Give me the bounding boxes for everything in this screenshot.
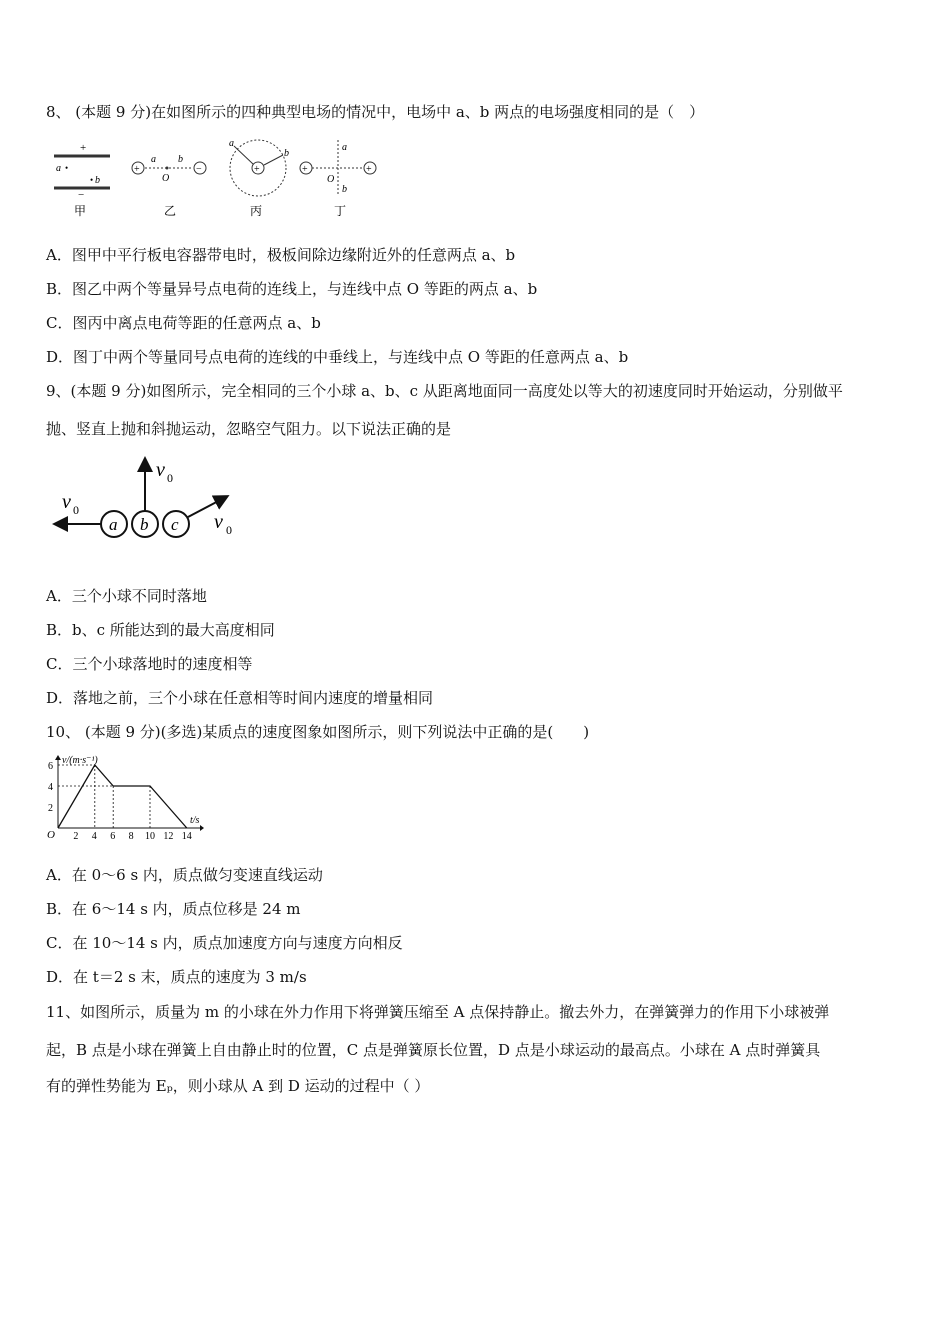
svg-text:−: − (78, 189, 85, 201)
q11-stem-line3: 有的弹性势能为 Eₚ，则小球从 A 到 D 运动的过程中（ ） (46, 1077, 430, 1095)
x-axis-label: t/s (190, 815, 200, 826)
y-axis-label: v/(m·s⁻¹) (62, 755, 98, 766)
q9-option-b: B．b、c 所能达到的最大高度相同 (46, 621, 275, 639)
q10-option-b: B．在 6～14 s 内，质点位移是 24 m (46, 900, 301, 918)
x-tick-label: 10 (145, 831, 155, 842)
x-tick-label: 2 (73, 831, 79, 842)
q9-stem-line2: 抛、竖直上抛和斜抛运动，忽略空气阻力。以下说法正确的是 (46, 420, 452, 438)
q8-option-c: C．图丙中离点电荷等距的任意两点 a、b (46, 314, 321, 332)
figure-ding (300, 140, 376, 218)
v0-left-sub: 0 (73, 503, 79, 517)
y-tick-label: 4 (48, 782, 53, 793)
svg-text:•: • (65, 163, 69, 173)
velocity-series-line (58, 765, 187, 828)
q10-vt-chart (44, 754, 214, 842)
svg-text:+: + (366, 164, 372, 175)
q9-stem-line1: 9、(本题 9 分)如图所示，完全相同的三个小球 a、b、c 从距离地面同一高度处以等大的初速度同时开始运动，分别做平 (46, 382, 843, 400)
x-tick-label: 14 (181, 831, 192, 842)
q11-stem-line1: 11、如图所示，质量为 m 的小球在外力作用下将弹簧压缩至 A 点保持静止。撤去外力，在弹簧弹力的作用下小球被弹 (46, 1003, 830, 1021)
q8-option-d: D．图丁中两个等量同号点电荷的连线的中垂线上，与连线中点 O 等距的任意两点 a、b (46, 348, 629, 366)
q9-figure (46, 452, 246, 552)
svg-text:+: + (80, 142, 87, 154)
svg-text:+: + (254, 164, 260, 175)
v0-up-sub: 0 (167, 471, 173, 485)
svg-text:a: a (342, 142, 347, 153)
svg-text:a: a (56, 163, 61, 174)
svg-text:a: a (151, 154, 156, 165)
q10-stem: 10、 (本题 9 分)(多选)某质点的速度图象如图所示，则下列说法中正确的是( ) (46, 723, 590, 741)
x-tick-label: 12 (163, 831, 174, 842)
q10-option-a: A．在 0～6 s 内，质点做匀变速直线运动 (46, 866, 323, 884)
q9-option-c: C．三个小球落地时的速度相等 (46, 655, 253, 673)
q11-stem-line2: 起，B 点是小球在弹簧上自由静止时的位置，C 点是弹簧原长位置，D 点是小球运动的最高点。小球在 A 点时弹簧具 (46, 1041, 821, 1059)
svg-text:O: O (327, 174, 335, 185)
y-tick-label: 2 (48, 803, 53, 814)
ball-c-label: c (171, 515, 179, 534)
svg-text:b: b (284, 148, 289, 159)
y-tick-label: 6 (48, 761, 53, 772)
q10-option-c: C．在 10～14 s 内，质点加速度方向与速度方向相反 (46, 934, 403, 952)
q8-option-a: A．图甲中平行板电容器带电时，极板间除边缘附近外的任意两点 a、b (46, 246, 516, 264)
ball-b-label: b (140, 515, 149, 534)
v0-right: v (214, 511, 223, 533)
v0-up: v (156, 459, 165, 481)
svg-text:b: b (178, 154, 183, 165)
x-tick-label: 8 (128, 831, 134, 842)
q9-option-a: A．三个小球不同时落地 (46, 587, 207, 605)
figure-bing (229, 138, 289, 218)
figure-jia (54, 142, 110, 218)
q8-option-b: B．图乙中两个等量异号点电荷的连线上，与连线中点 O 等距的两点 a、b (46, 280, 538, 298)
figure-label-ding: 丁 (334, 204, 347, 218)
v0-left: v (62, 491, 71, 513)
svg-text:+: + (134, 164, 140, 175)
svg-text:a: a (229, 138, 234, 149)
svg-text:O: O (162, 173, 170, 184)
figure-label-jia: 甲 (74, 204, 87, 218)
svg-text:•: • (90, 175, 94, 185)
svg-text:−: − (196, 164, 202, 175)
svg-text:b: b (342, 184, 347, 195)
q10-option-d: D．在 t＝2 s 末，质点的速度为 3 m/s (46, 968, 307, 986)
ball-a-label: a (109, 515, 118, 534)
q9-option-d: D．落地之前，三个小球在任意相等时间内速度的增量相同 (46, 689, 434, 707)
figure-label-yi: 乙 (164, 204, 177, 218)
x-tick-label: 4 (91, 831, 97, 842)
svg-text:b: b (95, 175, 100, 186)
x-tick-label: 6 (110, 831, 116, 842)
q8-figures (48, 138, 388, 220)
figure-yi (132, 154, 206, 218)
v0-right-sub: 0 (226, 523, 232, 537)
figure-label-bing: 丙 (250, 204, 263, 218)
svg-text:+: + (302, 164, 308, 175)
q8-stem: 8、 (本题 9 分)在如图所示的四种典型电场的情况中，电场中 a、b 两点的电场强度相同的是（ ） (46, 103, 705, 121)
origin-label: O (47, 829, 55, 841)
